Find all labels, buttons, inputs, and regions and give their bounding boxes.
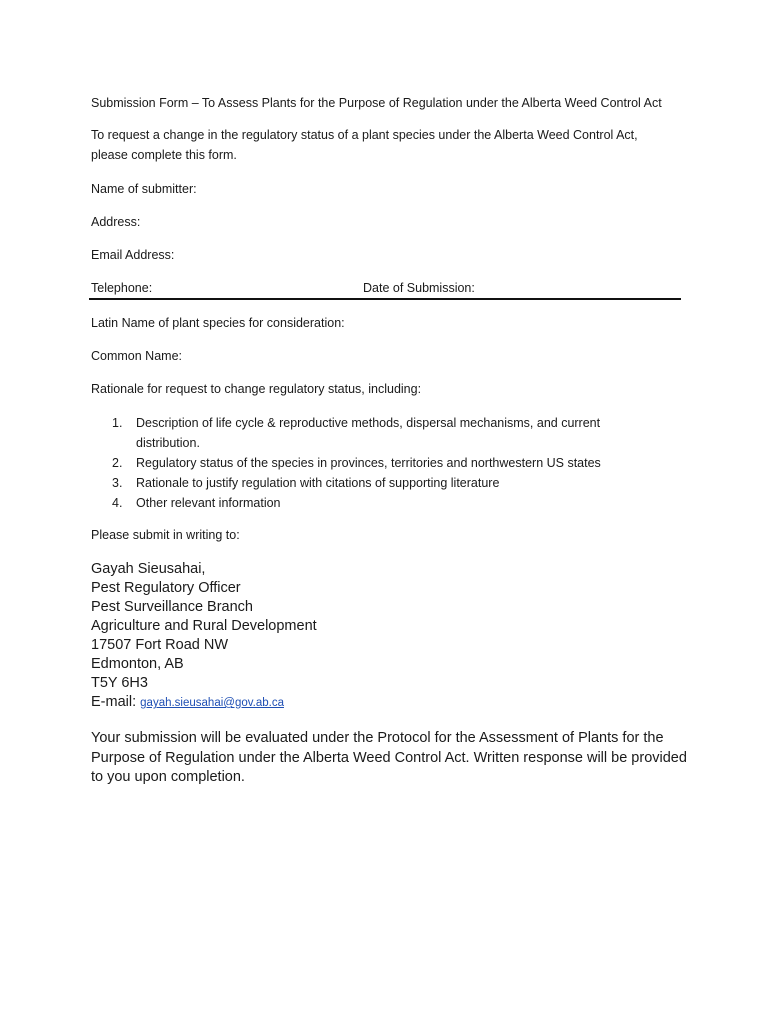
list-item-text: Regulatory status of the species in provinces, territories and northwestern US states (136, 456, 601, 470)
list-item-number: 3. (112, 476, 123, 490)
section-divider (89, 298, 681, 300)
form-title: Submission Form – To Assess Plants for the Purpose of Regulation under the Alberta Weed Control Act (91, 96, 662, 110)
contact-block (91, 560, 317, 713)
contact-branch: Pest Surveillance Branch (91, 599, 253, 615)
list-item-text: Rationale to justify regulation with citations of supporting literature (136, 476, 500, 490)
submitter-name-label: Name of submitter: (91, 182, 197, 196)
closing-statement: Your submission will be evaluated under the Protocol for the Assessment of Plants for the Purpose of Regulation under the Alberta Weed Control Act. Written response will be provided to you upon completion. (91, 730, 687, 785)
email-address-label: Email Address: (91, 248, 175, 262)
list-item-number: 2. (112, 456, 123, 470)
contact-name: Gayah Sieusahai, (91, 561, 206, 577)
list-item-number: 1. (112, 416, 123, 430)
list-item (91, 473, 651, 493)
address-label: Address: (91, 215, 141, 229)
list-item-number: 4. (112, 496, 123, 510)
contact-email-row (91, 693, 317, 713)
contact-department: Agriculture and Rural Development (91, 618, 317, 634)
list-item (91, 453, 651, 473)
list-item (91, 413, 651, 453)
contact-street: 17507 Fort Road NW (91, 637, 229, 653)
latin-name-label: Latin Name of plant species for consideration: (91, 316, 345, 330)
rationale-heading: Rationale for request to change regulatory status, including: (91, 382, 422, 396)
common-name-label: Common Name: (91, 349, 182, 363)
date-of-submission-label: Date of Submission: (363, 281, 475, 295)
rationale-list (91, 413, 651, 513)
list-item-text: Description of life cycle & reproductive methods, dispersal mechanisms, and current (136, 416, 601, 430)
submit-heading: Please submit in writing to: (91, 528, 240, 542)
contact-postal-code: T5Y 6H3 (91, 675, 148, 691)
contact-city: Edmonton, AB (91, 656, 184, 672)
intro-text-line-2: please complete this form. (91, 148, 237, 162)
intro-text-line-1: To request a change in the regulatory status of a plant species under the Alberta Weed Control Act, (91, 128, 638, 142)
list-item-text-continued: distribution. (136, 436, 200, 450)
list-item (91, 493, 651, 513)
contact-title: Pest Regulatory Officer (91, 580, 241, 596)
email-label: E-mail: (91, 694, 141, 710)
list-item-text: Other relevant information (136, 496, 281, 510)
email-link[interactable]: gayah.sieusahai@gov.ab.ca (140, 697, 284, 709)
telephone-label: Telephone: (91, 281, 153, 295)
